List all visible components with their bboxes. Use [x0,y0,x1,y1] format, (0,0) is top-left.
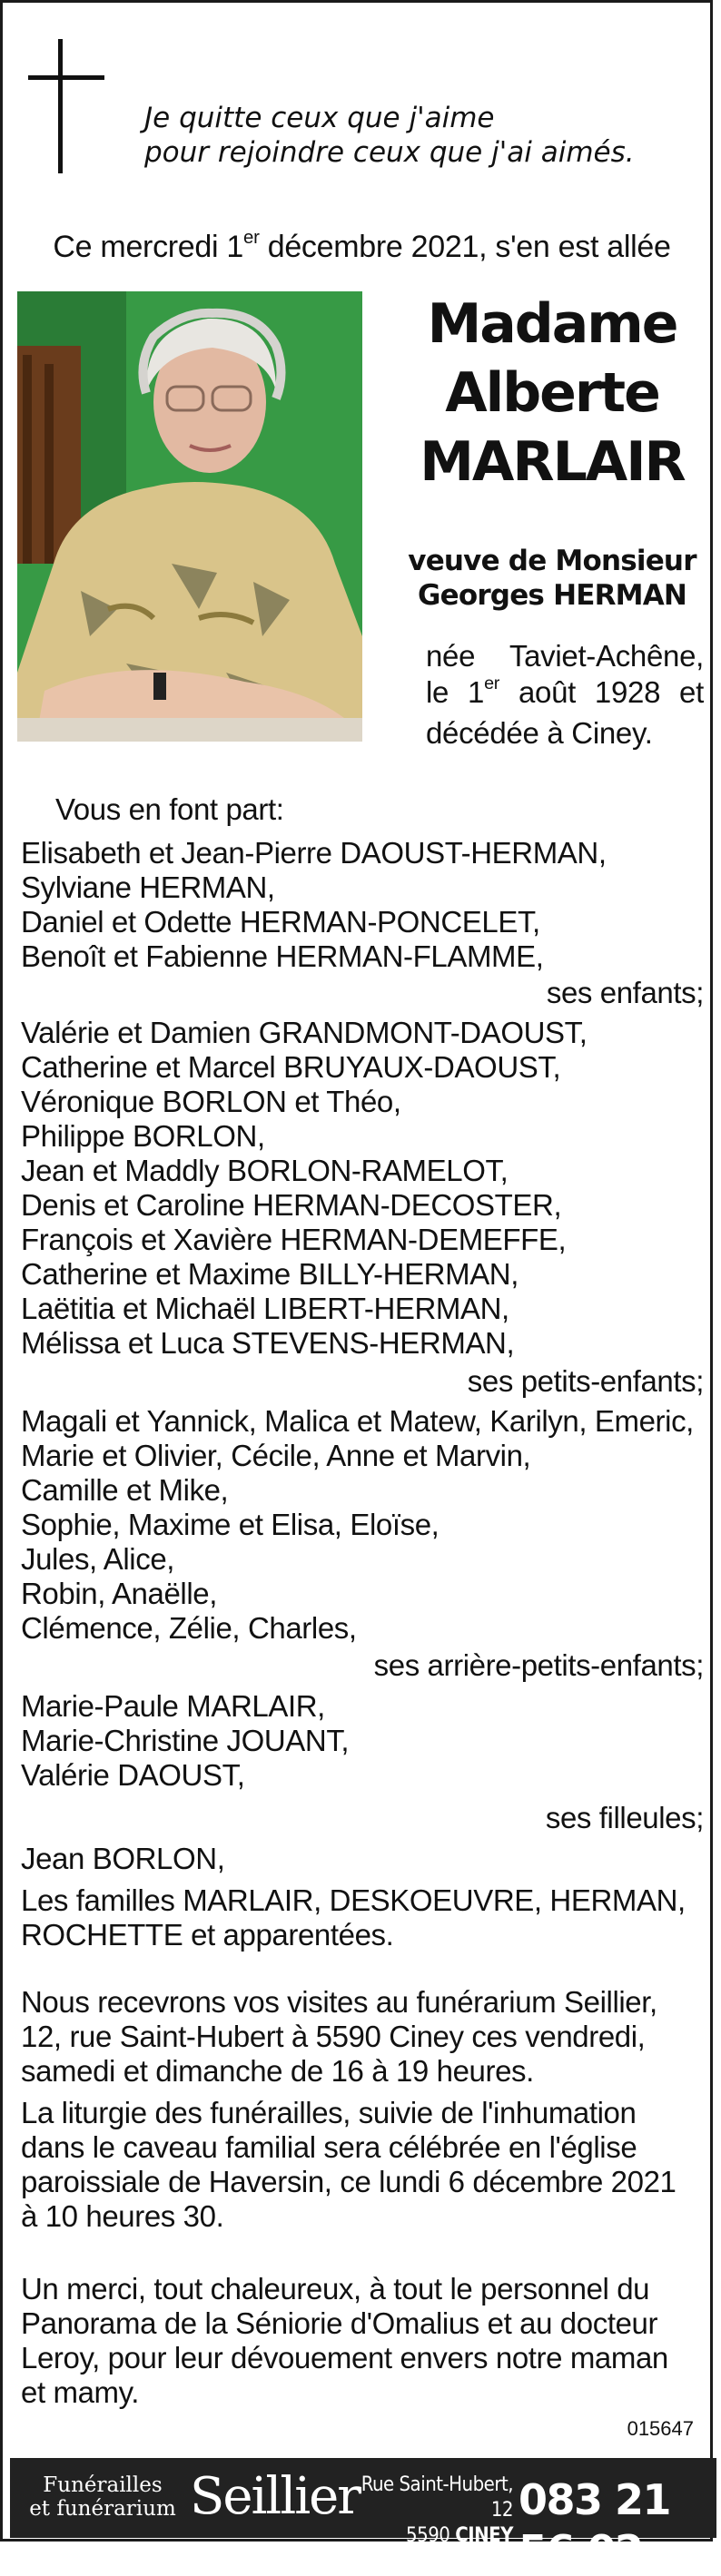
family-line: Véronique BORLON et Théo, [21,1085,401,1118]
birth-text: née Taviet-Achêne, le 1 [426,639,704,709]
family-line: Jules, Alice, [21,1542,175,1576]
address-city: CINEY [455,2524,513,2547]
thanks-line: Leroy, pour leur dévouement envers notre maman [21,2341,668,2374]
address-postcode: 5590 [406,2524,450,2547]
epitaph-quote [144,101,635,170]
birth-superscript: er [484,673,500,694]
thanks-line: et mamy. [21,2375,140,2409]
family-line: Robin, Anaëlle, [21,1577,217,1610]
family-line: Philippe BORLON, [21,1119,265,1153]
family-line: Clémence, Zélie, Charles, [21,1611,357,1645]
family-line: Mélissa et Luca STEVENS-HERMAN, [21,1326,515,1360]
family-line: Laëtitia et Michaël LIBERT-HERMAN, [21,1292,509,1325]
family-line: Les familles MARLAIR, DESKOEUVRE, HERMAN, [21,1883,686,1917]
widow-name: Georges HERMAN [417,579,687,612]
family-line: Valérie et Damien GRANDMONT-DAOUST, [21,1016,588,1049]
announce-intro: Vous en font part: [55,792,284,826]
funeral-home-address [339,2473,513,2549]
family-line: Sylviane HERMAN, [21,870,275,904]
family-line: Benoît et Fabienne HERMAN-FLAMME, [21,939,544,973]
family-line: Marie et Olivier, Cécile, Anne et Marvin, [21,1439,531,1472]
thanks-line: Un merci, tout chaleureux, à tout le personnel du [21,2272,650,2306]
birth-text-end: août 1928 et décédée à Ciney. [426,675,704,750]
liturgy-line: paroissiale de Haversin, ce lundi 6 décembre 2021 [21,2165,677,2198]
family-line: Denis et Caroline HERMAN-DECOSTER, [21,1188,562,1222]
relation-label: ses enfants; [546,976,704,1009]
tagline-line: et funérarium [29,2497,176,2521]
liturgy-line: à 10 heures 30. [21,2199,224,2233]
funeral-home-brand: Seillier [190,2467,360,2526]
visits-line: Nous recevrons vos visites au funérarium Seillier, [21,1985,657,2019]
family-line: Jean et Maddly BORLON-RAMELOT, [21,1154,509,1187]
family-line: Sophie, Maxime et Elisa, Eloïse, [21,1508,440,1541]
deceased-name [384,290,720,497]
tagline-line: Funérailles [43,2473,163,2497]
deceased-first-name: Alberte [445,361,659,425]
visits-line: samedi et dimanche de 16 à 19 heures. [21,2054,534,2088]
relation-label: ses petits-enfants; [467,1364,704,1398]
funeral-home-phone: 083 21 56 02 [519,2475,671,2575]
opening-superscript: er [243,227,260,248]
family-line: Camille et Mike, [21,1473,229,1507]
deceased-last-name: MARLAIR [420,430,685,494]
quote-line: Je quitte ceux que j'aime [144,102,495,134]
funeral-home-banner [10,2458,716,2575]
opening-line [3,227,721,265]
cross-icon [28,39,104,175]
family-line: Elisabeth et Jean-Pierre DAOUST-HERMAN, [21,836,607,870]
family-line: Catherine et Marcel BRUYAUX-DAOUST, [21,1050,561,1084]
family-line: Valérie DAOUST, [21,1758,245,1792]
address-street: Rue Saint-Hubert, 12 [360,2473,513,2522]
portrait-photo [17,291,362,742]
thanks-line: Panorama de la Séniorie d'Omalius et au docteur [21,2306,658,2340]
liturgy-line: La liturgie des funérailles, suivie de l'inhumation [21,2096,637,2129]
deceased-title: Madame [427,292,677,356]
birth-death-info [426,638,704,752]
opening-text: Ce mercredi 1 [53,230,244,264]
funeral-home-tagline [23,2473,183,2521]
relation-label: ses arrière-petits-enfants; [373,1648,704,1682]
family-line: François et Xavière HERMAN-DEMEFFE, [21,1223,567,1256]
opening-text-end: décembre 2021, s'en est allée [259,230,671,264]
family-line: Jean BORLON, [21,1842,225,1875]
family-line: Marie-Christine JOUANT, [21,1724,350,1757]
address-city-line [339,2523,513,2549]
family-line: ROCHETTE et apparentées. [21,1918,394,1952]
widow-of [384,544,720,613]
family-line: Marie-Paule MARLAIR, [21,1689,325,1723]
family-line: Catherine et Maxime BILLY-HERMAN, [21,1257,519,1291]
reference-number: 015647 [627,2417,694,2440]
widow-line: veuve de Monsieur [408,545,696,577]
family-line: Daniel et Odette HERMAN-PONCELET, [21,905,540,939]
family-line: Magali et Yannick, Malica et Matew, Karilyn, Emeric, [21,1404,694,1438]
visits-line: 12, rue Saint-Hubert à 5590 Ciney ces vendredi, [21,2020,646,2053]
quote-line: pour rejoindre ceux que j'ai aimés. [144,136,635,169]
relation-label: ses filleules; [545,1801,704,1834]
liturgy-line: dans le caveau familial sera célébrée en l'église [21,2130,637,2164]
